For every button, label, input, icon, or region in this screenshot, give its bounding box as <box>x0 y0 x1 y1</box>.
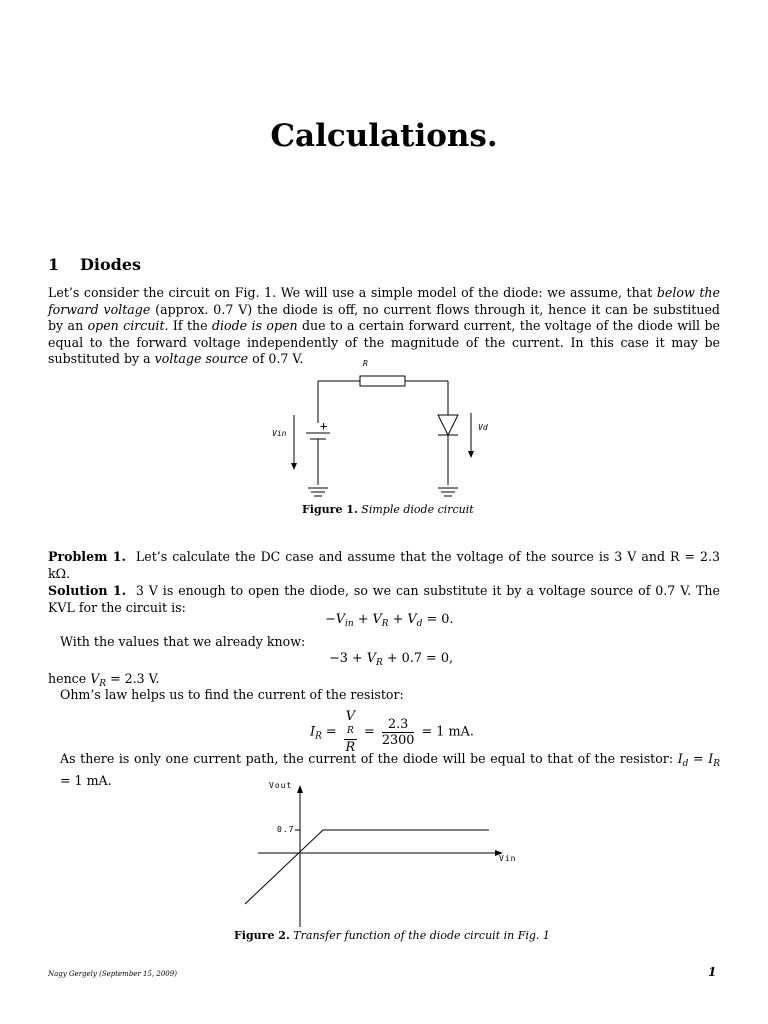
vd-arrow-head <box>468 451 474 458</box>
footer-author: Nagy Gergely (September 15, 2009) <box>48 970 177 978</box>
current-paragraph: As there is only one current path, the current of the diode will be equal to that of the resistor: $I_d = I_R = 1$ mA. <box>60 751 720 788</box>
intro-text-2: (approx. 0.7 V) the diode is off, no current flows through it, hence it can be substitued by an <box>48 301 720 333</box>
resistor-label: R <box>363 359 368 368</box>
tick-label-0-7: 0.7 <box>277 825 295 834</box>
solution-label: Solution 1. <box>48 583 127 598</box>
intro-emph-4: voltage source <box>154 351 249 366</box>
figure-2-caption <box>234 929 550 942</box>
values-equation: $-3 + V_R + 0.7 = 0$, <box>329 651 454 668</box>
page-title: Calculations. <box>270 118 498 154</box>
section-number: 1 <box>48 255 60 274</box>
vout-axis-arrow <box>297 785 303 793</box>
section-heading <box>48 255 141 274</box>
ohm-equation: $I_R$ = V R R = $\frac{2.3}{2300}$ = 1 mA. <box>310 709 474 755</box>
vin-arrow-head <box>291 463 297 470</box>
problem-label: Problem 1. <box>48 549 126 564</box>
resistor-symbol <box>360 376 405 386</box>
intro-text-4: due to a certain forward current, the voltage of the diode will be equal to the forward voltage independently of the magnitude of the current. In this case it may be substituted by a <box>48 318 720 366</box>
intro-text-3: If the <box>168 318 212 333</box>
diode-circuit-diagram <box>260 355 510 505</box>
vin-axis-label: Vin <box>499 854 517 863</box>
hence-line: hence $V_R = 2.3$ V. <box>48 671 160 689</box>
figure-1-caption <box>302 503 474 516</box>
figure-1-caption-label: Figure 1. <box>302 503 358 516</box>
section-title: Diodes <box>80 255 141 274</box>
problem-paragraph <box>48 549 720 582</box>
figure-2-caption-text: Transfer function of the diode circuit in Fig. 1 <box>293 929 550 942</box>
intro-emph-2: open circuit. <box>87 318 169 333</box>
vin-label: Vin <box>272 429 287 438</box>
intro-text-1: Let’s consider the circuit on Fig. 1. We will use a simple model of the diode: we assume, that <box>48 285 657 300</box>
vd-label: Vd <box>478 423 488 432</box>
intro-text-5: of 0.7 V. <box>248 351 304 366</box>
transfer-curve <box>245 830 489 904</box>
figure-2-caption-label: Figure 2. <box>234 929 290 942</box>
intro-emph-1: below the forward voltage <box>48 285 720 317</box>
intro-emph-3: diode is open <box>211 318 298 333</box>
ohm-paragraph: Ohm’s law helps us to find the current of the resistor: <box>60 687 404 702</box>
problem-text: Let’s calculate the DC case and assume that the voltage of the source is 3 V and R = 2.3 kΩ. <box>48 549 720 581</box>
kvl-equation: $-V_{in} + V_R + V_d = 0$. <box>325 612 454 629</box>
page-number: 1 <box>708 965 717 979</box>
fraction-v-over-r: V R R <box>345 709 356 755</box>
transfer-function-plot <box>240 772 530 932</box>
figure-1-caption-text: Simple diode circuit <box>361 503 474 516</box>
solution-text: 3 V is enough to open the diode, so we can substitute it by a voltage source of 0.7 V. The KVL for the circuit is: <box>48 583 721 615</box>
source-plus-label: + <box>320 419 328 433</box>
diode-symbol <box>438 415 458 435</box>
fraction-values: $\frac{2.3}{2300}$ <box>381 716 415 748</box>
values-paragraph: With the values that we already know: <box>60 634 306 649</box>
vout-label: Vout <box>269 781 293 790</box>
